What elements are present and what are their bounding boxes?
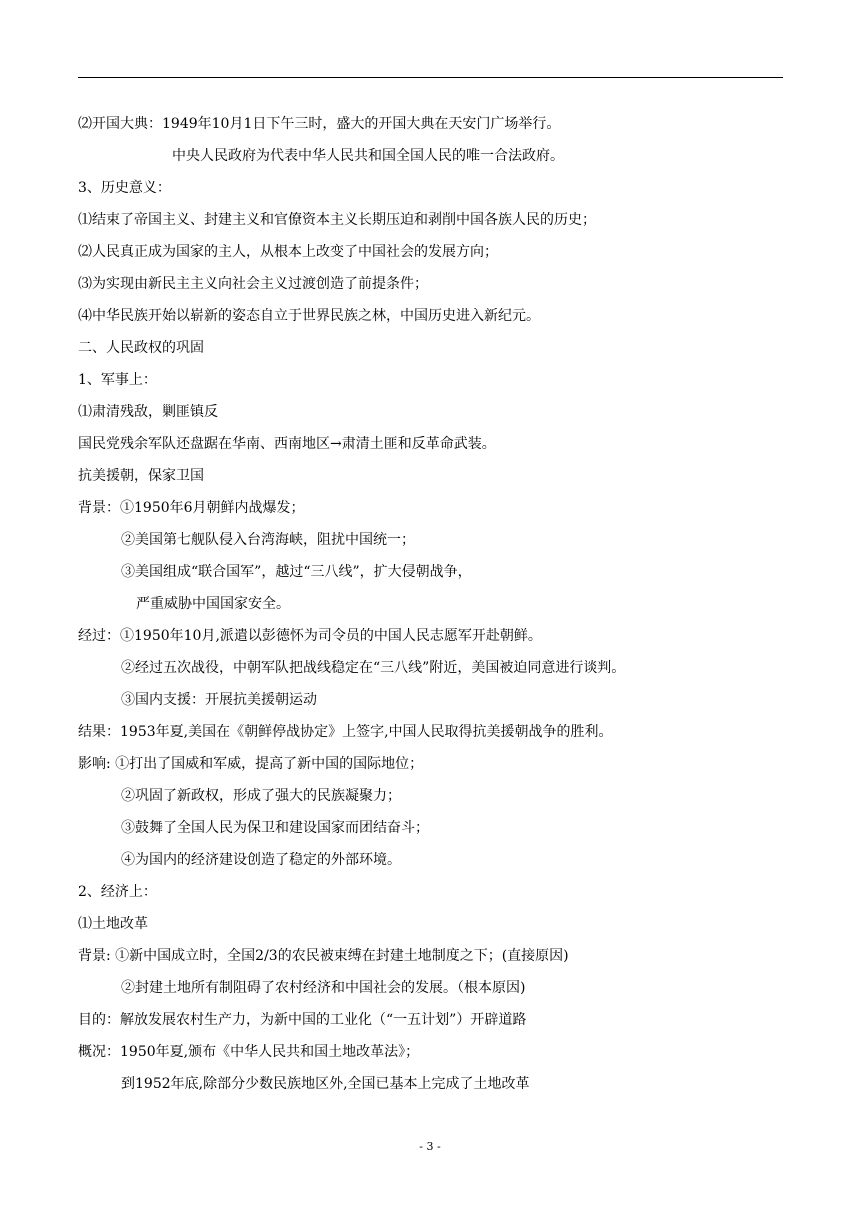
text-line: 1、军事上： [78,372,157,388]
text-line: 抗美援朝，保家卫国 [78,468,204,484]
text-line: ③国内支援：开展抗美援朝运动 [121,692,317,708]
text-line: 2、经济上： [78,884,157,900]
text-line: ④为国内的经济建设创造了稳定的外部环境。 [121,852,401,868]
text-line: 背景: ①新中国成立时，全国2/3的农民被束缚在封建土地制度之下；(直接原因) [78,948,569,964]
text-line: 中央人民政府为代表中华人民共和国全国人民的唯一合法政府。 [172,148,564,164]
text-line: 国民党残余军队还盘踞在华南、西南地区→肃清土匪和反革命武装。 [78,436,496,452]
text-line: 到1952年底,除部分少数民族地区外,全国已基本上完成了土地改革 [121,1076,530,1092]
text-line: ②巩固了新政权，形成了强大的民族凝聚力； [121,788,401,804]
page-number: - 3 - [419,1140,441,1153]
text-line: ③鼓舞了全国人民为保卫和建设国家而团结奋斗； [121,820,429,836]
text-line: ②经过五次战役，中朝军队把战线稳定在“三八线”附近，美国被迫同意进行谈判。 [121,660,626,676]
text-line: ⑵开国大典：1949年10月1日下午三时，盛大的开国大典在天安门广场举行。 [78,116,561,132]
section-heading: 二、人民政权的巩固 [78,340,204,356]
text-line: 结果：1953年夏,美国在《朝鲜停战协定》上签字,中国人民取得抗美援朝战争的胜利。 [78,724,613,740]
text-line: 经过：①1950年10月,派遣以彭德怀为司令员的中国人民志愿军开赴朝鲜。 [78,628,542,644]
text-line: ⑴结束了帝国主义、封建主义和官僚资本主义长期压迫和剥削中国各族人民的历史； [78,212,596,228]
text-line: ③美国组成“联合国军”，越过“三八线”，扩大侵朝战争， [121,564,472,580]
text-line: 3、历史意义： [78,180,171,196]
text-line: ⑶为实现由新民主主义向社会主义过渡创造了前提条件； [78,276,428,292]
text-line: 严重威胁中国国家安全。 [136,596,290,612]
text-line: ⑵人民真正成为国家的主人，从根本上改变了中国社会的发展方向； [78,244,498,260]
text-line: 影响: ①打出了国威和军威，提高了新中国的国际地位； [78,756,424,772]
text-line: 概况：1950年夏,颁布《中华人民共和国土地改革法》； [78,1044,420,1060]
text-line: ⑴土地改革 [78,916,148,932]
header-rule [78,77,783,78]
text-line: ⑷中华民族开始以崭新的姿态自立于世界民族之林，中国历史进入新纪元。 [78,308,540,324]
text-line: 目的：解放发展农村生产力，为新中国的工业化（“一五计划”）开辟道路 [78,1012,527,1028]
text-line: 背景：①1950年6月朝鲜内战爆发； [78,500,305,516]
text-line: ⑴肃清残敌，剿匪镇反 [78,404,218,420]
text-line: ②美国第七舰队侵入台湾海峡，阻扰中国统一； [121,532,415,548]
text-line: ②封建土地所有制阻碍了农村经济和中国社会的发展。（根本原因) [121,980,526,996]
